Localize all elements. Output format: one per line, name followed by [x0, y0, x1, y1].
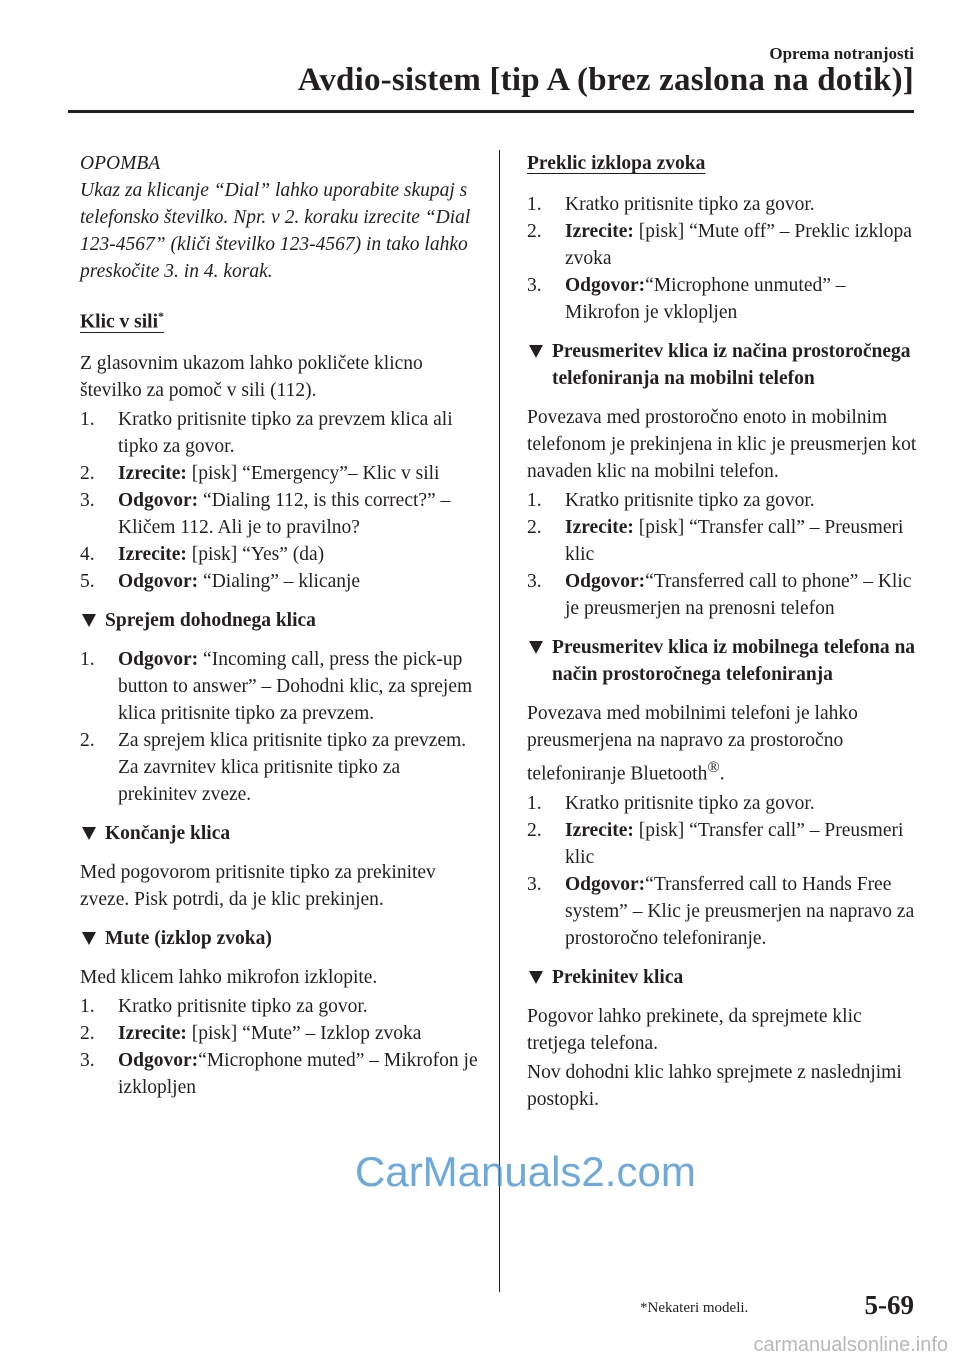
step-keyword: Odgovor:: [118, 1049, 199, 1071]
emergency-heading-text: Klic v sili: [80, 311, 158, 333]
step-text: [pisk] “Transfer call” – Preusmeri klic: [565, 517, 904, 565]
triangle-bullet-icon: [82, 614, 96, 627]
step-number: 1.: [527, 490, 542, 511]
list-item: [527, 790, 917, 817]
step-text: “Microphone unmuted” – Mikrofon je vklopljen: [565, 275, 846, 323]
step-number: 1.: [527, 792, 542, 814]
transfer-to-handsfree-heading-text: Preusmeritev klica iz mobilnega telefona na način prostoročnega telefoniranja: [552, 637, 916, 685]
left-column: [80, 150, 480, 1105]
transfer-to-phone-heading: [527, 338, 917, 392]
end-call-heading: [80, 820, 480, 847]
note-label: OPOMBA: [80, 153, 161, 174]
list-item: [80, 1020, 480, 1047]
step-number: 3.: [527, 275, 542, 296]
step-text: [pisk] “Emergency”– Klic v sili: [186, 462, 440, 484]
step-number: 2.: [80, 1022, 95, 1044]
transfer-to-handsfree-intro-text: Povezava med mobilnimi telefoni je lahko preusmerjena na napravo za prostoročno telefoniranje Bluetooth: [527, 703, 858, 785]
list-item: [527, 272, 917, 326]
interrupt-text-1: Pogovor lahko prekinete, da sprejmete klic tretjega telefona.: [527, 1005, 862, 1054]
step-number: 1.: [80, 408, 95, 430]
emergency-steps: [80, 406, 480, 595]
step-number: 2.: [80, 462, 95, 484]
triangle-bullet-icon: [529, 641, 543, 654]
header-rule: [68, 110, 914, 113]
right-column: [527, 150, 917, 1115]
emergency-intro: Z glasovnim ukazom lahko pokličete klicno številko za pomoč v sili (112).: [80, 352, 423, 401]
step-keyword: Izrecite:: [118, 1022, 187, 1044]
step-number: 2.: [527, 819, 542, 841]
list-item: [80, 406, 480, 460]
transfer-to-phone-steps: [527, 487, 917, 622]
transfer-to-handsfree-steps: [527, 790, 917, 952]
list-item: [527, 514, 917, 568]
note-text: Ukaz za klicanje “Dial” lahko uporabite skupaj s telefonsko številko. Npr. v 2. koraku izrecite “Dial 123-4567” (kliči številko 123-4567) in tako lahko preskočite 3. in 4. korak.: [80, 180, 471, 282]
step-text: Kratko pritisnite tipko za govor.: [565, 194, 815, 215]
page-number: 5-69: [864, 1290, 914, 1320]
step-text: Kratko pritisnite tipko za govor.: [118, 995, 368, 1017]
step-text: Kratko pritisnite tipko za govor.: [565, 490, 815, 511]
list-item: [80, 541, 480, 568]
step-text: Za sprejem klica pritisnite tipko za prevzem.: [118, 729, 467, 751]
watermark-carmanualsonline: carmanualsonline.info: [753, 1334, 948, 1356]
unmute-steps: [527, 191, 917, 326]
triangle-bullet-icon: [529, 971, 543, 984]
interrupt-text-2: Nov dohodni klic lahko sprejmete z naslednjimi postopki.: [527, 1061, 902, 1110]
asterisk: *: [158, 309, 164, 323]
step-number: 1.: [80, 648, 95, 670]
step-number: 5.: [80, 570, 95, 592]
step-keyword: Odgovor:: [565, 275, 646, 296]
step-number: 4.: [80, 543, 95, 565]
step-number: 2.: [80, 729, 95, 751]
triangle-bullet-icon: [529, 345, 543, 358]
step-text: “Dialing” – klicanje: [198, 570, 361, 592]
transfer-to-handsfree-heading: [527, 634, 917, 688]
section-title: Oprema notranjosti: [769, 44, 914, 63]
mute-heading: [80, 925, 480, 952]
step-keyword: Izrecite:: [118, 462, 187, 484]
registered-mark: ®: [707, 758, 720, 776]
interrupt-heading: [527, 964, 917, 991]
step-number: 2.: [527, 517, 542, 538]
list-item: [80, 993, 480, 1020]
step-text: “Transferred call to Hands Free system” – Klic je preusmerjen na napravo za prostoročno telefoniranje.: [565, 873, 915, 949]
list-item: [80, 646, 480, 727]
transfer-to-phone-heading-text: Preusmeritev klica iz načina prostoročnega telefoniranja na mobilni telefon: [552, 341, 911, 389]
step-text: [pisk] “Mute off” – Preklic izklopa zvoka: [565, 221, 912, 269]
list-item: [527, 568, 917, 622]
step-keyword: Odgovor:: [565, 571, 646, 592]
list-item: [80, 1047, 480, 1101]
step-number: 1.: [527, 194, 542, 215]
end-call-text: Med pogovorom pritisnite tipko za prekinitev zveze. Pisk potrdi, da je klic prekinjen.: [80, 861, 436, 910]
list-item: [80, 460, 480, 487]
footnote: *Nekateri modeli.: [640, 1300, 749, 1316]
step-number: 3.: [527, 873, 542, 895]
list-item: [527, 871, 917, 952]
step-number: 3.: [80, 489, 95, 511]
step-keyword: Odgovor:: [565, 873, 646, 895]
step-text: [pisk] “Transfer call” – Preusmeri klic: [565, 819, 904, 868]
transfer-to-handsfree-intro: [527, 700, 917, 788]
step-number: 2.: [527, 221, 542, 242]
step-number: 3.: [80, 1049, 95, 1071]
emergency-heading: [80, 303, 480, 336]
intro-period: .: [719, 763, 725, 785]
step-keyword: Odgovor:: [118, 648, 199, 670]
step-keyword: Odgovor:: [118, 570, 199, 592]
incoming-steps: [80, 646, 480, 808]
triangle-bullet-icon: [82, 932, 96, 945]
step-text: Kratko pritisnite tipko za prevzem klica ali tipko za govor.: [118, 408, 453, 457]
watermark-carmanuals2: CarManuals2.com: [355, 1148, 696, 1195]
column-divider: [499, 150, 500, 1292]
mute-heading-text: Mute (izklop zvoka): [105, 927, 272, 949]
interrupt-heading-text: Prekinitev klica: [552, 966, 684, 988]
list-item: [80, 568, 480, 595]
list-item: [527, 487, 917, 514]
list-item: [527, 817, 917, 871]
step-keyword: Izrecite:: [565, 517, 634, 538]
step-text: [pisk] “Mute” – Izklop zvoka: [186, 1022, 422, 1044]
step-text: “Dialing 112, is this correct?” – Kličem 112. Ali je to pravilno?: [118, 489, 451, 538]
list-item: [80, 487, 480, 541]
transfer-to-phone-intro: Povezava med prostoročno enoto in mobilnim telefonom je prekinjena in klic je preusmerjen kot navaden klic na mobilni telefon.: [527, 407, 917, 482]
incoming-heading: [80, 607, 480, 634]
step-keyword: Izrecite:: [118, 543, 187, 565]
step-text: “Transferred call to phone” – Klic je preusmerjen na prenosni telefon: [565, 571, 912, 619]
step-text: “Microphone muted” – Mikrofon je izklopljen: [118, 1049, 478, 1098]
end-call-heading-text: Končanje klica: [105, 822, 231, 844]
mute-steps: [80, 993, 480, 1101]
step-text: “Incoming call, press the pick-up button to answer” – Dohodni klic, za sprejem klica pritisnite tipko za prevzem.: [118, 648, 473, 724]
step-text: [pisk] “Yes” (da): [186, 543, 325, 565]
step-keyword: Izrecite:: [565, 819, 634, 841]
step-keyword: Odgovor:: [118, 489, 199, 511]
list-item: [527, 191, 917, 218]
triangle-bullet-icon: [82, 827, 96, 840]
page-title: Avdio-sistem [tip A (brez zaslona na dotik)]: [297, 62, 914, 98]
step-keyword: Izrecite:: [565, 221, 634, 242]
step-text: Kratko pritisnite tipko za govor.: [565, 792, 815, 814]
incoming-heading-text: Sprejem dohodnega klica: [105, 609, 316, 631]
mute-intro: Med klicem lahko mikrofon izklopite.: [80, 966, 378, 988]
unmute-heading: Preklic izklopa zvoka: [527, 153, 706, 174]
step-extra: Za zavrnitev klica pritisnite tipko za prekinitev zveze.: [118, 756, 401, 805]
list-item: [80, 727, 480, 808]
step-number: 1.: [80, 995, 95, 1017]
list-item: [527, 218, 917, 272]
step-number: 3.: [527, 571, 542, 592]
